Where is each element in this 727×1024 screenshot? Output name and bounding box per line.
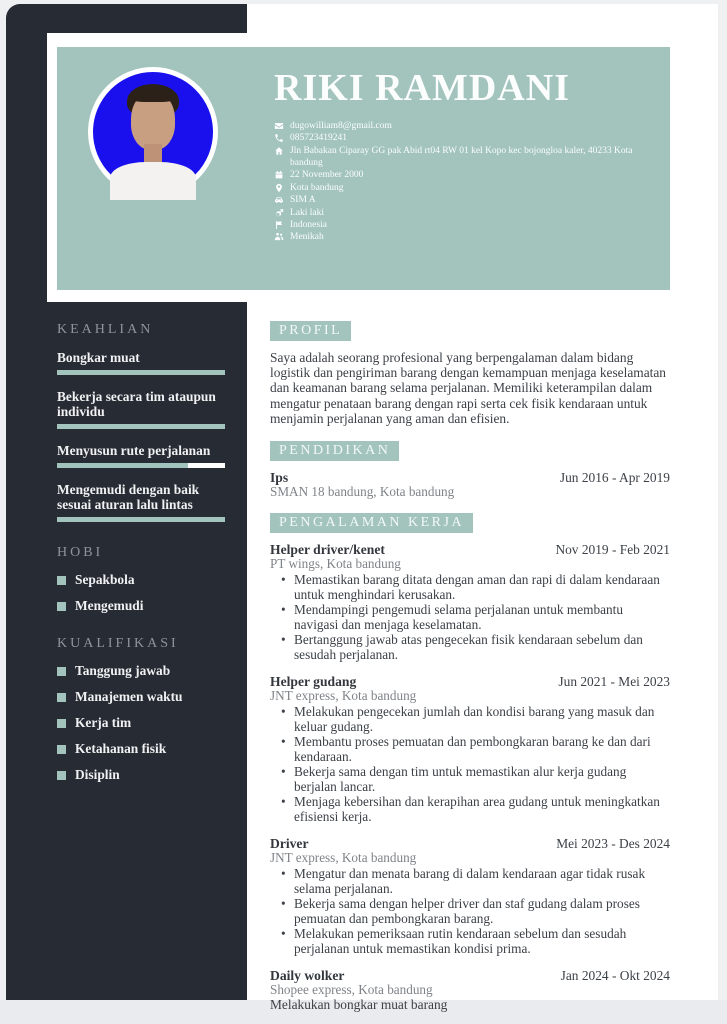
- qualification-item: [57, 742, 225, 756]
- qualification-label: Kerja tim: [75, 715, 132, 730]
- contact-row-gender: [274, 207, 660, 219]
- qualifications-title: KUALIFIKASI: [57, 636, 179, 651]
- skill-bar: [57, 463, 225, 468]
- skill-label: Mengemudi dengan baik sesuai aturan lalu lintas: [57, 482, 200, 512]
- contact-row-nationality: [274, 219, 660, 231]
- skill-item: [57, 350, 225, 375]
- contact-row-birthdate: [274, 169, 660, 181]
- car-icon: [274, 195, 284, 205]
- skill-bar-fill: [57, 463, 188, 468]
- qualification-item: [57, 716, 225, 730]
- square-bullet-icon: [57, 693, 66, 702]
- contact-row-phone: [274, 132, 660, 144]
- header: [57, 47, 670, 290]
- square-bullet-icon: [57, 771, 66, 780]
- skills-section: [57, 322, 225, 522]
- job-bullets: [281, 866, 670, 956]
- qualification-item: [57, 768, 225, 782]
- skill-bar: [57, 517, 225, 522]
- job-company: Shopee express, Kota bandung: [270, 982, 433, 998]
- calendar-icon: [274, 170, 284, 180]
- contact-email: dugowilliam8@gmail.com: [290, 120, 392, 131]
- skill-label: Menyusun rute perjalanan: [57, 443, 211, 458]
- square-bullet-icon: [57, 719, 66, 728]
- job-bullets: [281, 572, 670, 662]
- contact-gender: Laki laki: [290, 207, 325, 218]
- education-entry-head: [270, 470, 670, 485]
- experience-entry-head: [270, 542, 670, 557]
- experience-section-title: PENGALAMAN KERJA: [270, 513, 473, 533]
- skill-label: Bekerja secara tim ataupun individu: [57, 389, 216, 419]
- job-bullet: • Menjaga kebersihan dan kerapihan area gudang untuk meningkatkan efisiensi kerja.: [281, 794, 670, 824]
- contact-phone: 085723419241: [290, 133, 347, 144]
- people-icon: [274, 232, 284, 242]
- experience-entry-head: [270, 674, 670, 689]
- job-bullet: • Membantu proses pemuatan dan pembongkaran barang ke dan dari kendaraan.: [281, 734, 670, 764]
- profile-photo: [88, 67, 218, 197]
- contact-birthdate: 22 November 2000: [290, 170, 364, 181]
- phone-icon: [274, 133, 284, 143]
- job-company: JNT express, Kota bandung: [270, 850, 417, 866]
- hobby-label: Mengemudi: [75, 598, 144, 613]
- experience-entry: [270, 674, 670, 824]
- gender-icon: [274, 208, 284, 218]
- flag-icon: [274, 220, 284, 230]
- contact-row-marital: [274, 231, 660, 243]
- qualification-label: Ketahanan fisik: [75, 741, 167, 756]
- contact-row-email: [274, 120, 660, 132]
- profile-section: [270, 321, 670, 426]
- education-school: SMAN 18 bandung, Kota bandung: [270, 484, 455, 500]
- header-text: [274, 67, 660, 244]
- job-description: Melakukan bongkar muat barang: [270, 997, 448, 1013]
- job-company: JNT express, Kota bandung: [270, 688, 417, 704]
- location-pin-icon: [274, 183, 284, 193]
- qualification-label: Disiplin: [75, 767, 120, 782]
- job-dates: Jan 2024 - Okt 2024: [560, 968, 670, 984]
- contact-row-license: [274, 194, 660, 206]
- contact-license: SIM A: [290, 195, 316, 206]
- job-bullet: • Mengatur dan menata barang di dalam kendaraan agar tidak rusak selama perjalanan.: [281, 866, 670, 896]
- square-bullet-icon: [57, 745, 66, 754]
- job-dates: Jun 2021 - Mei 2023: [558, 674, 670, 690]
- job-bullet: • Bekerja sama dengan helper driver dan staf gudang dalam proses pemuatan dan pembongkaran barang.: [281, 896, 670, 926]
- experience-section: [270, 513, 670, 1012]
- experience-entry-head: [270, 836, 670, 851]
- candidate-name: RIKI RAMDANI: [274, 67, 570, 109]
- job-bullet: • Bekerja sama dengan tim untuk memastikan alur kerja gudang berjalan lancar.: [281, 764, 670, 794]
- contact-city: Kota bandung: [290, 182, 344, 193]
- qualification-item: [57, 664, 225, 678]
- education-entry: [270, 470, 670, 499]
- skill-item: [57, 443, 225, 468]
- job-bullet: • Melakukan pengecekan jumlah dan kondisi barang yang masuk dan keluar gudang.: [281, 704, 670, 734]
- education-degree: Ips: [270, 470, 289, 486]
- hobbies-title: HOBI: [57, 545, 104, 560]
- skill-bar-fill: [57, 424, 225, 429]
- skills-title: KEAHLIAN: [57, 322, 154, 337]
- education-dates: Jun 2016 - Apr 2019: [559, 470, 670, 486]
- photo-fringe: [130, 88, 176, 102]
- square-bullet-icon: [57, 576, 66, 585]
- experience-entry: [270, 836, 670, 956]
- contact-list: [274, 120, 660, 244]
- job-bullet: • Memastikan barang ditata dengan aman dan rapi di dalam kendaraan untuk menghindari kerusakan.: [281, 572, 670, 602]
- skill-item: [57, 389, 225, 429]
- qualification-item: [57, 690, 225, 704]
- profile-section-title: PROFIL: [270, 321, 351, 341]
- envelope-icon: [274, 121, 284, 131]
- profile-text: Saya adalah seorang profesional yang berpengalaman dalam bidang logistik dan pengiriman barang dengan kemampuan menjaga keselamatan dan keamanan barang selama perjalanan. Memiliki keterampilan dalam mengatur penataan barang dengan rapi serta cek fisik kendaraan untuk menjamin perjalanan yang aman dan efisien.: [270, 350, 667, 426]
- education-section: [270, 441, 670, 499]
- job-bullet: • Bertanggung jawab atas pengecekan fisik kendaraan sebelum dan sesudah perjalanan.: [281, 632, 670, 662]
- hobbies-section: [57, 545, 225, 613]
- contact-row-address: [274, 145, 660, 170]
- skill-item: [57, 482, 225, 522]
- hobby-item: [57, 599, 225, 613]
- qualification-label: Manajemen waktu: [75, 689, 183, 704]
- home-icon: [274, 146, 284, 156]
- skill-bar: [57, 370, 225, 375]
- job-dates: Nov 2019 - Feb 2021: [555, 542, 670, 558]
- contact-address: Jln Babakan Ciparay GG pak Abid rt04 RW 01 kel Kopo kec bojongloa kaler, 40233 Kota bandung: [290, 145, 633, 168]
- job-company: PT wings, Kota bandung: [270, 556, 401, 572]
- skill-label: Bongkar muat: [57, 350, 140, 365]
- experience-entry-head: [270, 968, 670, 983]
- hobby-item: [57, 573, 225, 587]
- education-section-title: PENDIDIKAN: [270, 441, 399, 461]
- job-bullet: • Melakukan pemeriksaan rutin kendaraan sebelum dan sesudah perjalanan untuk memastikan kondisi prima.: [281, 926, 670, 956]
- contact-marital-status: Menikah: [290, 232, 324, 243]
- square-bullet-icon: [57, 667, 66, 676]
- job-title: Helper gudang: [270, 674, 357, 690]
- experience-entry: [270, 542, 670, 662]
- square-bullet-icon: [57, 602, 66, 611]
- main-content: [270, 321, 670, 1024]
- skill-bar-fill: [57, 370, 225, 375]
- sidebar: [57, 322, 225, 805]
- job-dates: Mei 2023 - Des 2024: [556, 836, 670, 852]
- qualifications-section: [57, 636, 225, 782]
- hobby-label: Sepakbola: [75, 572, 135, 587]
- job-bullet: • Mendampingi pengemudi selama perjalanan untuk membantu navigasi dan menjaga keselamatan.: [281, 602, 670, 632]
- job-title: Daily wolker: [270, 968, 345, 984]
- qualification-label: Tanggung jawab: [75, 663, 171, 678]
- skill-bar: [57, 424, 225, 429]
- contact-nationality: Indonesia: [290, 219, 327, 230]
- skill-bar-fill: [57, 517, 225, 522]
- job-title: Helper driver/kenet: [270, 542, 385, 558]
- job-bullets: [281, 704, 670, 824]
- contact-row-city: [274, 182, 660, 194]
- photo-shirt: [110, 162, 196, 200]
- experience-entry: [270, 968, 670, 1012]
- job-title: Driver: [270, 836, 309, 852]
